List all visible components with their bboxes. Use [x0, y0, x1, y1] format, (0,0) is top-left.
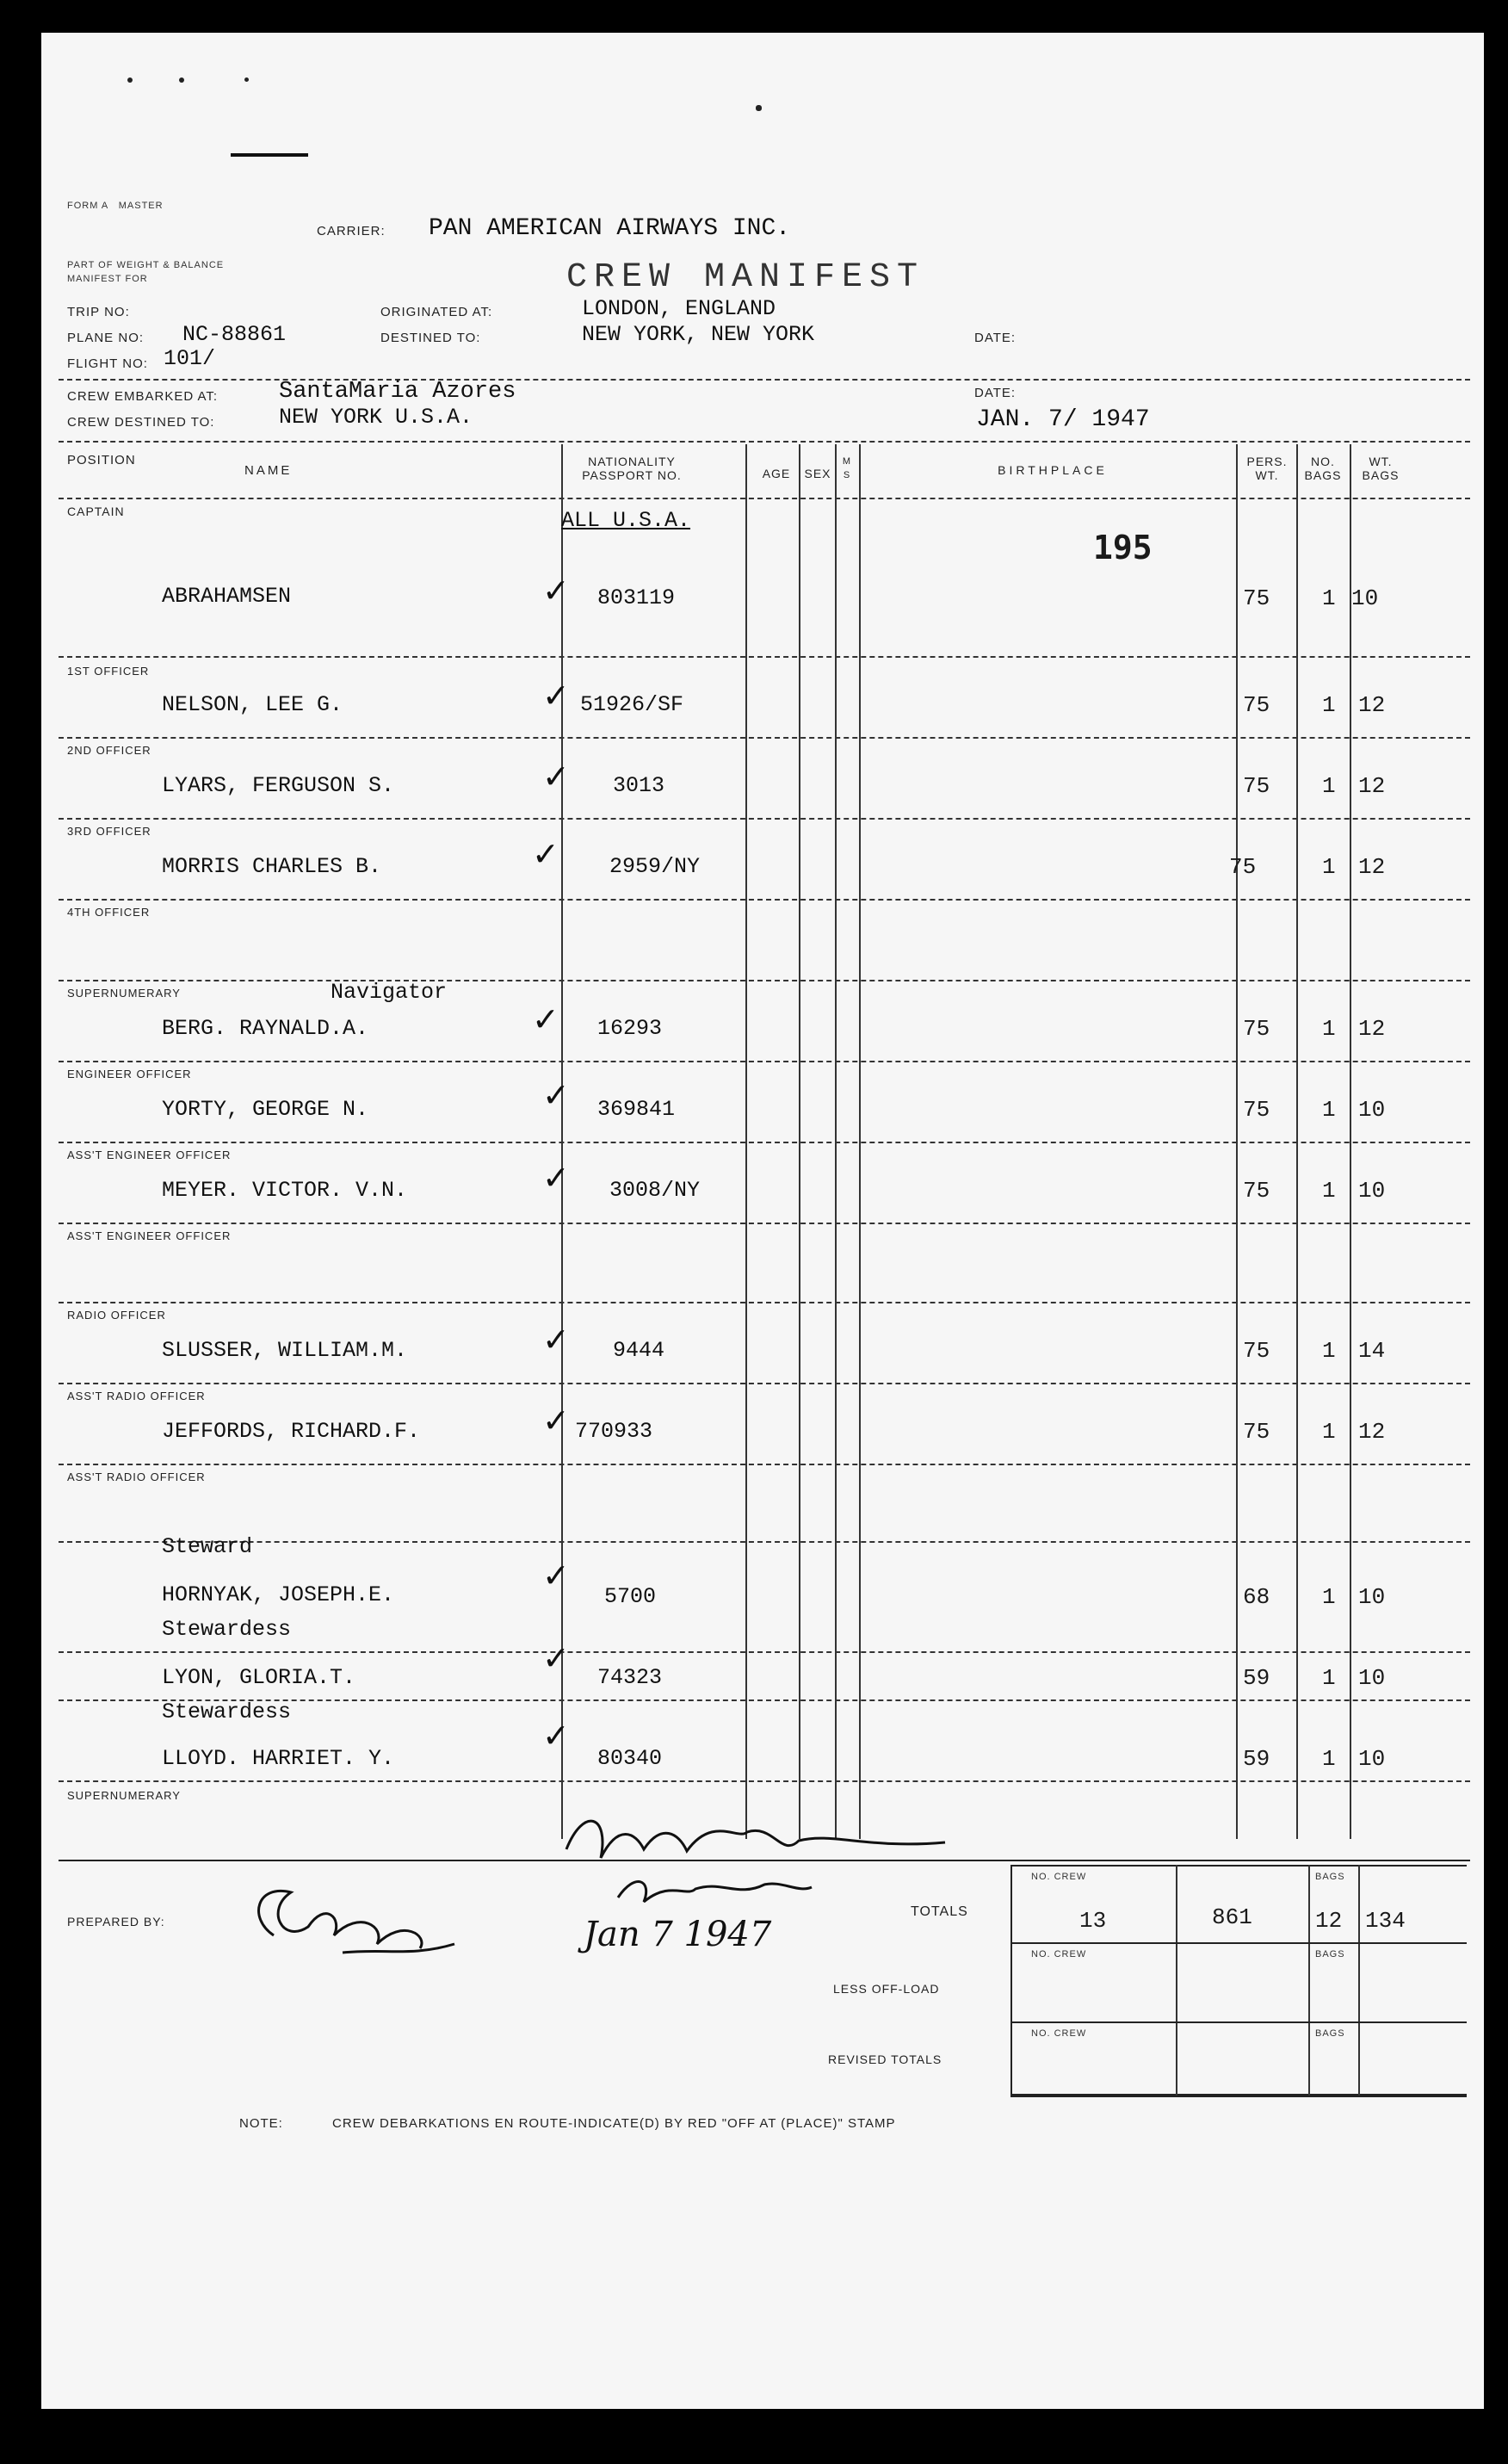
pers-wt: 59 — [1243, 1665, 1270, 1691]
wt-bags: 12 — [1358, 692, 1386, 718]
no-bags: 1 — [1322, 854, 1336, 880]
pers-wt: 75 — [1243, 1016, 1270, 1042]
wt-bags: 12 — [1358, 1016, 1386, 1042]
divider — [59, 498, 1470, 499]
pers-wt: 75 — [1243, 1419, 1270, 1445]
no-bags: 1 — [1322, 1338, 1336, 1364]
no-crew-label: NO. CREW — [1031, 1872, 1087, 1882]
row-divider — [59, 1061, 1470, 1062]
passport-no: 3008/NY — [609, 1178, 701, 1203]
row-divider — [59, 1223, 1470, 1224]
no-bags: 1 — [1322, 1178, 1336, 1204]
carrier-value: PAN AMERICAN AIRWAYS INC. — [429, 215, 791, 242]
crew-name: SLUSSER, WILLIAM.M. — [162, 1338, 408, 1363]
paper-speck — [756, 105, 762, 111]
col-sex: SEX — [804, 467, 831, 480]
originated-value: LONDON, ENGLAND — [582, 296, 776, 321]
bags-label: BAGS — [1315, 1872, 1345, 1882]
manifest-page — [41, 33, 1484, 2409]
no-bags: 1 — [1322, 585, 1336, 611]
check-mark-icon: ✓ — [542, 572, 570, 610]
wt-bags: 14 — [1358, 1338, 1386, 1364]
check-mark-icon: ✓ — [542, 1557, 570, 1594]
nationality-all: ALL U.S.A. — [561, 508, 691, 533]
col-pers-wt: PERS. WT. — [1246, 455, 1288, 482]
row-divider — [59, 737, 1470, 739]
position-label: ASS'T RADIO OFFICER — [67, 1470, 206, 1483]
position-captain: CAPTAIN — [67, 505, 125, 518]
totals-wt-bags: 134 — [1365, 1908, 1406, 1934]
passport-no: 369841 — [597, 1097, 676, 1122]
row-divider — [59, 1302, 1470, 1303]
date-label: DATE: — [974, 331, 1017, 345]
date2-label: DATE: — [974, 386, 1017, 400]
embarked-label: CREW EMBARKED AT: — [67, 389, 219, 404]
wt-bags: 12 — [1358, 773, 1386, 799]
row-divider — [59, 1464, 1470, 1465]
row-divider — [59, 980, 1470, 981]
paper-speck — [244, 77, 249, 82]
embarked-value: SantaMaria Azores — [279, 379, 516, 405]
col-name: NAME — [244, 463, 293, 478]
position-label: ASS'T RADIO OFFICER — [67, 1390, 206, 1402]
crew-name: BERG. RAYNALD.A. — [162, 1016, 369, 1041]
check-mark-icon: ✓ — [542, 758, 570, 796]
steward-role: Steward — [162, 1534, 253, 1559]
crew-name: NELSON, LEE G. — [162, 692, 343, 717]
passport-no: 16293 — [597, 1016, 663, 1041]
check-mark-icon: ✓ — [542, 1159, 570, 1197]
col-no-bags: NO. BAGS — [1304, 455, 1342, 482]
passport-no: 5700 — [604, 1584, 657, 1609]
no-bags: 1 — [1322, 1419, 1336, 1445]
form-number: FORM A MASTER — [67, 201, 164, 211]
row-divider — [59, 1780, 1470, 1782]
wt-bags: 10 — [1358, 1665, 1386, 1691]
handwritten-date: Jan 7 1947 — [584, 1915, 772, 1954]
wt-bags: 10 — [1351, 585, 1379, 611]
position-label: 2ND OFFICER — [67, 744, 151, 757]
crew-name: MEYER. VICTOR. V.N. — [162, 1178, 408, 1203]
check-mark-icon: ✓ — [542, 1717, 570, 1755]
col-age: AGE — [762, 467, 791, 480]
pers-wt: 68 — [1243, 1584, 1270, 1610]
no-crew-label: NO. CREW — [1031, 1949, 1087, 1959]
paper-speck — [127, 77, 133, 83]
pers-wt: 75 — [1243, 692, 1270, 718]
check-mark-icon: ✓ — [542, 1321, 570, 1359]
handwritten-initials — [609, 1863, 816, 1915]
totals-row-rule — [1010, 1942, 1467, 1944]
check-mark-icon: ✓ — [532, 835, 559, 873]
crew-name: LYON, GLORIA.T. — [162, 1665, 356, 1690]
flight-label: FLIGHT NO: — [67, 356, 148, 371]
row-divider — [59, 1383, 1470, 1384]
totals-crew: 13 — [1079, 1908, 1107, 1934]
position-label: ENGINEER OFFICER — [67, 1068, 192, 1080]
position-label: 3RD OFFICER — [67, 825, 151, 838]
originated-label: ORIGINATED AT: — [380, 305, 493, 319]
position-label: ASS'T ENGINEER OFFICER — [67, 1148, 232, 1161]
pers-wt: 59 — [1243, 1746, 1270, 1772]
paper-speck — [179, 77, 184, 83]
col-marital: M S — [842, 456, 852, 480]
revised-totals-label: REVISED TOTALS — [828, 2052, 942, 2066]
part-label: PART OF WEIGHT & BALANCE — [67, 260, 225, 270]
passport-no: 9444 — [613, 1338, 665, 1363]
wt-bags: 10 — [1358, 1097, 1386, 1123]
row-divider — [59, 1651, 1470, 1653]
passport-no: 770933 — [575, 1419, 653, 1444]
position-label: ASS'T ENGINEER OFFICER — [67, 1229, 232, 1242]
destined-label: DESTINED TO: — [380, 331, 481, 345]
row-divider — [59, 899, 1470, 901]
date2-value: JAN. 7/ 1947 — [976, 406, 1150, 433]
row-divider — [59, 1699, 1470, 1701]
wt-bags: 10 — [1358, 1584, 1386, 1610]
no-crew-label: NO. CREW — [1031, 2028, 1087, 2039]
plane-label: PLANE NO: — [67, 331, 145, 345]
prepared-by-label: PREPARED BY: — [67, 1915, 165, 1928]
flight-value: 101/ — [164, 346, 216, 371]
pers-wt: 75 — [1243, 1178, 1270, 1204]
totals-bags: 12 — [1315, 1908, 1343, 1934]
crew-destined-label: CREW DESTINED TO: — [67, 415, 215, 430]
crew-name: HORNYAK, JOSEPH.E. — [162, 1582, 395, 1607]
passport-no: 3013 — [613, 773, 665, 798]
passport-no: 74323 — [597, 1665, 663, 1690]
crew-destined-value: NEW YORK U.S.A. — [279, 405, 473, 430]
pers-wt: 75 — [1243, 1338, 1270, 1364]
position-label: SUPERNUMERARY — [67, 987, 181, 1000]
col-wt-bags: WT. BAGS — [1362, 455, 1400, 482]
steward-role: Stewardess — [162, 1699, 292, 1724]
steward-role: Stewardess — [162, 1617, 292, 1642]
footer-divider — [59, 1860, 1470, 1861]
check-mark-icon: ✓ — [542, 677, 570, 715]
divider — [59, 441, 1470, 443]
row-divider — [59, 656, 1470, 658]
bags-label: BAGS — [1315, 1949, 1345, 1959]
no-bags: 1 — [1322, 1097, 1336, 1123]
check-mark-icon: ✓ — [532, 1000, 559, 1038]
plane-value: NC-88861 — [182, 322, 287, 347]
no-bags: 1 — [1322, 1016, 1336, 1042]
note-text: CREW DEBARKATIONS EN ROUTE-INDICATE(D) BY RED "OFF AT (PLACE)" STAMP — [332, 2116, 896, 2131]
totals-col-rule — [1308, 1865, 1310, 2096]
crew-name: MORRIS CHARLES B. — [162, 854, 382, 879]
crew-name: LYARS, FERGUSON S. — [162, 773, 395, 798]
footer-bottom-rule — [1010, 2096, 1467, 2097]
wt-bags: 12 — [1358, 1419, 1386, 1445]
pers-wt: 75 — [1243, 1097, 1270, 1123]
check-mark-icon: ✓ — [542, 1402, 570, 1439]
row-divider — [59, 818, 1470, 820]
no-bags: 1 — [1322, 1584, 1336, 1610]
totals-label: TOTALS — [911, 1904, 968, 1919]
passport-no: 803119 — [597, 585, 676, 610]
supernumerary-label: SUPERNUMERARY — [67, 1789, 181, 1802]
wt-bags: 12 — [1358, 854, 1386, 880]
pen-mark — [231, 153, 308, 157]
totals-col-rule — [1358, 1865, 1360, 2096]
bags-label: BAGS — [1315, 2028, 1345, 2039]
passport-no: 80340 — [597, 1746, 663, 1771]
manifest-for-label: MANIFEST FOR — [67, 274, 148, 284]
row-divider — [59, 1142, 1470, 1143]
check-mark-icon: ✓ — [542, 1076, 570, 1114]
role-note: Navigator — [331, 980, 448, 1005]
passport-no: 2959/NY — [609, 854, 701, 879]
col-position: POSITION — [67, 453, 136, 467]
pers-wt: 75 — [1229, 854, 1257, 880]
crew-name: JEFFORDS, RICHARD.F. — [162, 1419, 421, 1444]
page-title: CREW MANIFEST — [566, 258, 925, 297]
totals-row-rule — [1010, 2021, 1467, 2023]
no-bags: 1 — [1322, 692, 1336, 718]
passport-no: 51926/SF — [580, 692, 684, 717]
wt-bags: 10 — [1358, 1746, 1386, 1772]
col-birthplace: BIRTHPLACE — [998, 463, 1108, 477]
crew-name: ABRAHAMSEN — [162, 584, 292, 609]
no-bags: 1 — [1322, 1665, 1336, 1691]
trip-label: TRIP NO: — [67, 305, 130, 319]
position-label: RADIO OFFICER — [67, 1309, 166, 1322]
position-label: 4TH OFFICER — [67, 906, 151, 919]
less-offload-label: LESS OFF-LOAD — [833, 1982, 940, 1996]
totals-col-rule — [1176, 1865, 1177, 2096]
totals-weight: 861 — [1212, 1904, 1252, 1930]
row-divider — [59, 1541, 1470, 1543]
pers-wt: 75 — [1243, 773, 1270, 799]
crew-name: YORTY, GEORGE N. — [162, 1097, 369, 1122]
col-nationality: NATIONALITY PASSPORT NO. — [582, 455, 682, 482]
preparer-signature — [213, 1867, 472, 1961]
totals-grid — [1010, 1865, 1467, 2096]
crew-name: LLOYD. HARRIET. Y. — [162, 1746, 395, 1771]
no-bags: 1 — [1322, 773, 1336, 799]
pers-wt: 75 — [1243, 585, 1270, 611]
note-label: NOTE: — [239, 2116, 283, 2131]
wt-bags: 10 — [1358, 1178, 1386, 1204]
stamp-number: 195 — [1093, 529, 1153, 566]
carrier-label: CARRIER: — [317, 224, 386, 238]
destined-value: NEW YORK, NEW YORK — [582, 322, 815, 347]
divider — [59, 379, 1470, 381]
check-mark-icon: ✓ — [542, 1639, 570, 1677]
position-label: 1ST OFFICER — [67, 665, 150, 678]
no-bags: 1 — [1322, 1746, 1336, 1772]
